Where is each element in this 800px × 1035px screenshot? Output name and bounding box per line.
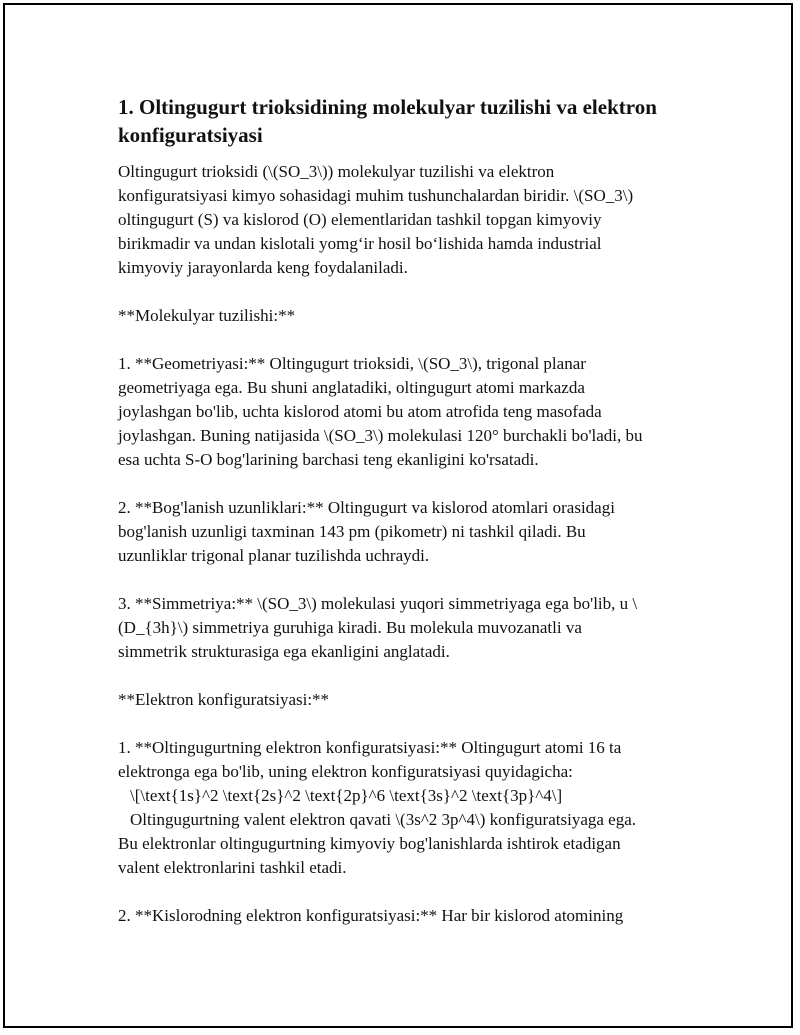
- formula-line: \[\text{1s}^2 \text{2s}^2 \text{2p}^6 \text{3s}^2 \text{3p}^4\]: [130, 786, 563, 805]
- text-line: bog'lanish uzunligi taxminan 143 pm (pikometr) ni tashkil qiladi. Bu: [118, 522, 586, 541]
- electron-section-label: [118, 688, 693, 712]
- text-line: uzunliklar trigonal planar tuzilishda uchraydi.: [118, 546, 430, 565]
- section-heading: [118, 93, 693, 149]
- text-line: elektronga ega bo'lib, uning elektron konfiguratsiyasi quyidagicha:: [118, 762, 573, 781]
- text-line: **Molekulyar tuzilishi:**: [118, 306, 296, 325]
- text-line: (D_{3h}\) simmetriya guruhiga kiradi. Bu molekula muvozanatli va: [118, 618, 582, 637]
- text-line: oltingugurt (S) va kislorod (O) elementlaridan tashkil topgan kimyoviy: [118, 210, 602, 229]
- document-body: [118, 93, 693, 952]
- intro-paragraph: [118, 160, 693, 280]
- text-line: birikmadir va undan kislotali yomg‘ir hosil bo‘lishida hamda industrial: [118, 234, 602, 253]
- heading-line: konfiguratsiyasi: [118, 123, 263, 147]
- text-line: 2. **Kislorodning elektron konfiguratsiyasi:** Har bir kislorod atomining: [118, 906, 624, 925]
- text-line: konfiguratsiyasi kimyo sohasidagi muhim tushunchalardan biridir. \(SO_3\): [118, 186, 634, 205]
- text-line: 2. **Bog'lanish uzunliklari:** Oltingugurt va kislorod atomlari orasidagi: [118, 498, 615, 517]
- text-line: Bu elektronlar oltingugurtning kimyoviy bog'lanishlarda ishtirok etadigan: [118, 834, 621, 853]
- sulfur-config-paragraph: [118, 736, 693, 880]
- text-line: joylashgan. Buning natijasida \(SO_3\) molekulasi 120° burchakli bo'ladi, bu: [118, 426, 643, 445]
- text-line: Oltingugurt trioksidi (\(SO_3\)) molekulyar tuzilishi va elektron: [118, 162, 555, 181]
- text-line: Oltingugurtning valent elektron qavati \(3s^2 3p^4\) konfiguratsiyaga ega.: [130, 810, 636, 829]
- text-line: kimyoviy jarayonlarda keng foydalaniladi.: [118, 258, 408, 277]
- text-line: 3. **Simmetriya:** \(SO_3\) molekulasi yuqori simmetriyaga ega bo'lib, u \: [118, 594, 638, 613]
- bond-length-paragraph: [118, 496, 693, 568]
- text-line: 1. **Geometriyasi:** Oltingugurt trioksidi, \(SO_3\), trigonal planar: [118, 354, 586, 373]
- text-line: simmetrik strukturasiga ega ekanligini anglatadi.: [118, 642, 450, 661]
- text-line: 1. **Oltingugurtning elektron konfiguratsiyasi:** Oltingugurt atomi 16 ta: [118, 738, 622, 757]
- molecular-section-label: [118, 304, 693, 328]
- heading-line: 1. Oltingugurt trioksidining molekulyar tuzilishi va elektron: [118, 95, 657, 119]
- text-line: geometriyaga ega. Bu shuni anglatadiki, oltingugurt atomi markazda: [118, 378, 585, 397]
- text-line: esa uchta S-O bog'larining barchasi teng ekanligini ko'rsatadi.: [118, 450, 539, 469]
- text-line: **Elektron konfiguratsiyasi:**: [118, 690, 330, 709]
- text-line: joylashgan bo'lib, uchta kislorod atomi bu atom atrofida teng masofada: [118, 402, 602, 421]
- symmetry-paragraph: [118, 592, 693, 664]
- text-line: valent elektronlarini tashkil etadi.: [118, 858, 347, 877]
- geometry-paragraph: [118, 352, 693, 472]
- oxygen-config-paragraph: [118, 904, 693, 928]
